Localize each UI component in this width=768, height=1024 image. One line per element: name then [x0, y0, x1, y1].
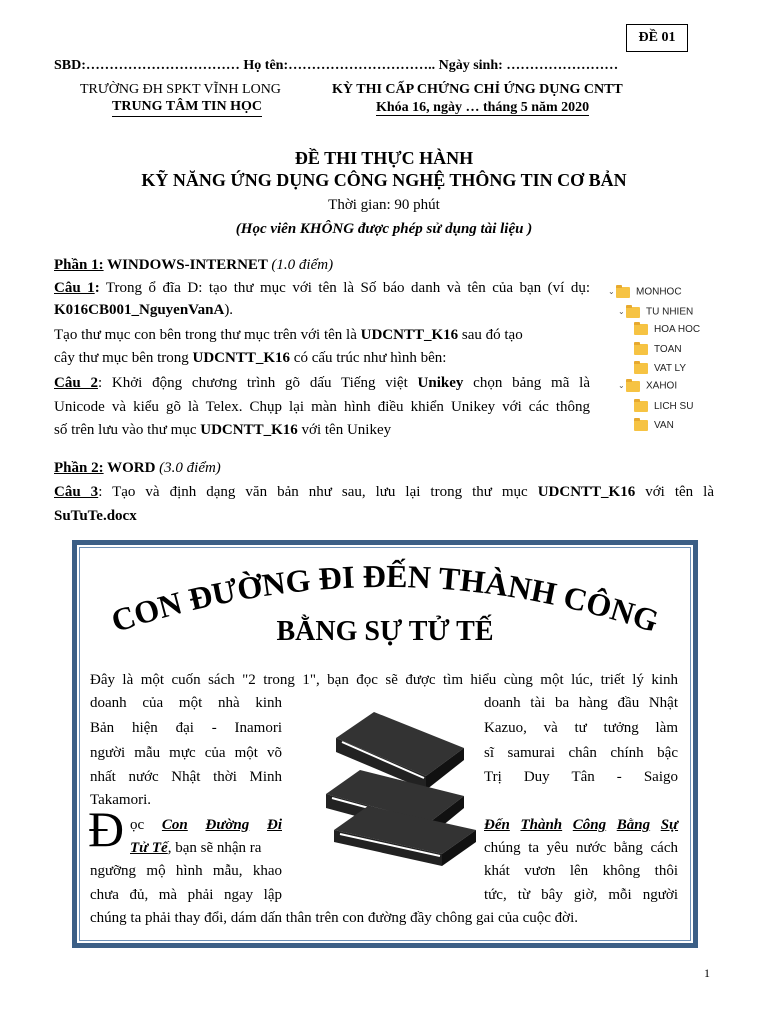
sample-right-line: Trị Duy Tân - Saigo — [484, 769, 678, 785]
tree-label: HOA HOC — [654, 324, 701, 335]
q2-line2 — [54, 397, 590, 417]
q1-line2 — [54, 300, 233, 320]
student-info-line: SBD:…………………………… Họ tên:………………………….. Ngày sinh: …………………… — [54, 58, 619, 73]
p2-word: Công — [572, 817, 607, 833]
q1-l4a: cây thư mục bên trong — [54, 350, 193, 366]
q1-label: Câu 1 — [54, 280, 95, 296]
exam-note: (Học viên KHÔNG được phép sử dụng tài liệu ) — [235, 221, 533, 237]
sample-p2-line1 — [130, 813, 282, 838]
page-subtitle: KỸ NĂNG ỨNG DỤNG CÔNG NGHỆ THÔNG TIN CƠ BẢN — [141, 170, 627, 190]
q1-line3 — [54, 325, 523, 345]
q2-l1a: : Khởi động chương trình gõ dấu Tiếng việt — [97, 375, 418, 391]
center-name: TRUNG TÂM TIN HỌC — [112, 99, 262, 117]
folder-icon — [634, 363, 648, 374]
q3-l1a: : Tạo và định dạng văn bản như sau, lưu lại trong thư mục — [98, 484, 538, 500]
sample-left-line: người mẫu mực của một võ — [90, 745, 282, 761]
sample-p2-left: chưa đủ, mà phải ngay lập — [90, 887, 282, 903]
folder-icon — [634, 324, 648, 335]
wordart-line1: CON ĐƯỜNG ĐI ĐẾN THÀNH CÔNG — [106, 557, 664, 640]
sample-p2-last: chúng ta phải thay đổi, dám dấn thân trên con đường đầy chông gai của cuộc đời. — [90, 910, 579, 926]
sample-p2-right1 — [484, 813, 678, 838]
p2-word: Bằng — [616, 817, 651, 833]
sample-right-line: sĩ samurai chân chính bậc — [484, 745, 678, 761]
q2-line1 — [54, 373, 590, 393]
tree-item-hoahoc — [634, 322, 700, 338]
tree-label: TOAN — [654, 344, 682, 355]
p2-word: Thành — [520, 817, 563, 833]
q1-l3a: Tạo thư mục con bên trong thư mục trên với tên là — [54, 327, 361, 343]
q3-filename: SuTuTe.docx — [54, 508, 137, 524]
sample-right-line: doanh tài ba hàng đầu Nhật — [484, 695, 678, 711]
sample-left-line: nhất nước Nhật thời Minh — [90, 769, 282, 785]
q3-l1c: với tên là — [635, 484, 714, 500]
tree-item-xahoi — [618, 378, 677, 394]
sample-p2-right: chúng ta yêu nước bằng cách — [484, 840, 678, 856]
exam-name: KỲ THI CẤP CHỨNG CHỈ ỨNG DỤNG CNTT — [332, 82, 623, 97]
q2-l2: Unicode và kiểu gõ là Telex. Chụp lại màn hình điều khiển Unikey với các thông — [54, 399, 590, 415]
sample-p1-line1: Đây là một cuốn sách "2 trong 1", bạn đọc sẽ được tìm hiểu cùng một lúc, triết lý kinh — [90, 672, 678, 688]
part2-heading — [54, 458, 221, 478]
folder-icon — [616, 287, 630, 298]
wordart-line2: BẰNG SỰ TỬ TẾ — [276, 616, 494, 647]
part1-heading — [54, 255, 333, 275]
chevron-down-icon: ⌄ — [618, 307, 625, 316]
part1-points: (1.0 điểm) — [271, 257, 334, 273]
tree-item-van — [634, 418, 674, 434]
sample-left-line: Bản hiện đại - Inamori — [90, 720, 282, 736]
q2-l1c: chọn bảng mã là — [463, 375, 590, 391]
p2-word: Đường — [205, 817, 250, 833]
p2-start: ọc — [130, 817, 162, 833]
q1-line4 — [54, 348, 446, 368]
sample-p2-left: ngưỡng mộ hình mẫu, khao — [90, 863, 282, 879]
q2-line3 — [54, 420, 391, 440]
sample-left-line: Takamori. — [90, 792, 152, 808]
p2-word: Sự — [660, 817, 679, 833]
books-icon — [316, 690, 484, 868]
sample-right-line: Kazuo, và tư tưởng làm — [484, 720, 678, 736]
q1-colon: : — [94, 280, 100, 296]
tree-item-lichsu — [634, 399, 693, 415]
tree-label: LICH SU — [654, 401, 694, 412]
p2-rest: , bạn sẽ nhận ra — [167, 840, 262, 856]
q1-l4b: UDCNTT_K16 — [192, 350, 291, 366]
sample-p2-line2 — [130, 836, 282, 861]
p2-word: Đến — [484, 817, 510, 833]
tree-label: VAN — [654, 420, 674, 431]
part2-name: WORD — [103, 460, 160, 476]
part1-name: WINDOWS-INTERNET — [103, 257, 272, 273]
part1-label: Phần 1: — [54, 257, 104, 273]
part2-points: (3.0 điểm) — [159, 460, 221, 476]
school-name: TRƯỜNG ĐH SPKT VĨNH LONG — [80, 82, 281, 97]
page-title: ĐỀ THI THỰC HÀNH — [294, 148, 474, 168]
q1-text1: Trong ổ đĩa D: tạo thư mục với tên là Số báo danh và tên của bạn (ví dụ: — [99, 280, 590, 296]
folder-icon — [626, 307, 640, 318]
q2-l3c: với tên Unikey — [297, 422, 392, 438]
q2-l3a: số trên lưu vào thư mục — [54, 422, 201, 438]
folder-icon — [634, 420, 648, 431]
folder-icon — [634, 401, 648, 412]
part2-label: Phần 2: — [54, 460, 104, 476]
folder-tree — [608, 282, 758, 442]
chevron-down-icon: ⌄ — [608, 287, 615, 296]
sample-p2-right: khát vươn lên không thôi — [484, 863, 678, 879]
q1-l3b: UDCNTT_K16 — [360, 327, 459, 343]
wordart-title — [80, 554, 690, 666]
q1-line1 — [54, 278, 590, 298]
q1-l3c: sau đó tạo — [458, 327, 523, 343]
folder-icon — [626, 381, 640, 392]
q3-l1b: UDCNTT_K16 — [537, 484, 636, 500]
tree-label: XAHOI — [646, 380, 678, 392]
tree-item-tunhien — [618, 304, 693, 320]
folder-icon — [634, 344, 648, 355]
p2-highlight: Tử Tế — [130, 840, 168, 856]
p2-word: Đi — [267, 817, 282, 833]
q2-l3b: UDCNTT_K16 — [200, 422, 298, 438]
q1-example-end: ). — [224, 302, 234, 318]
exam-date-text: Khóa 16, ngày … tháng 5 năm 2020 — [376, 100, 590, 115]
tree-item-vatly — [634, 361, 686, 377]
q2-label: Câu 2 — [54, 375, 98, 391]
p2-word: Con — [161, 817, 188, 833]
q3-line1 — [54, 482, 714, 502]
tree-label: TU NHIEN — [646, 306, 694, 318]
tree-item-monhoc — [608, 284, 682, 300]
chevron-down-icon: ⌄ — [618, 381, 625, 390]
exam-date — [376, 100, 589, 116]
q1-example: K016CB001_NguyenVanA — [54, 302, 225, 318]
exam-code-box: ĐỀ 01 — [626, 24, 688, 52]
sample-p2-right: tức, từ bây giờ, mỗi người — [484, 887, 678, 903]
q1-l4c: có cấu trúc như hình bên: — [290, 350, 447, 366]
tree-item-toan — [634, 342, 682, 358]
exam-time: Thời gian: 90 phút — [328, 197, 440, 213]
dropcap-letter: Đ — [88, 801, 125, 857]
q3-label: Câu 3 — [54, 484, 99, 500]
tree-label: VAT LY — [654, 363, 687, 374]
page-number: 1 — [704, 966, 710, 980]
sample-left-line: doanh của một nhà kinh — [90, 695, 282, 711]
tree-label: MONHOC — [636, 286, 682, 298]
q2-l1b: Unikey — [417, 375, 464, 391]
